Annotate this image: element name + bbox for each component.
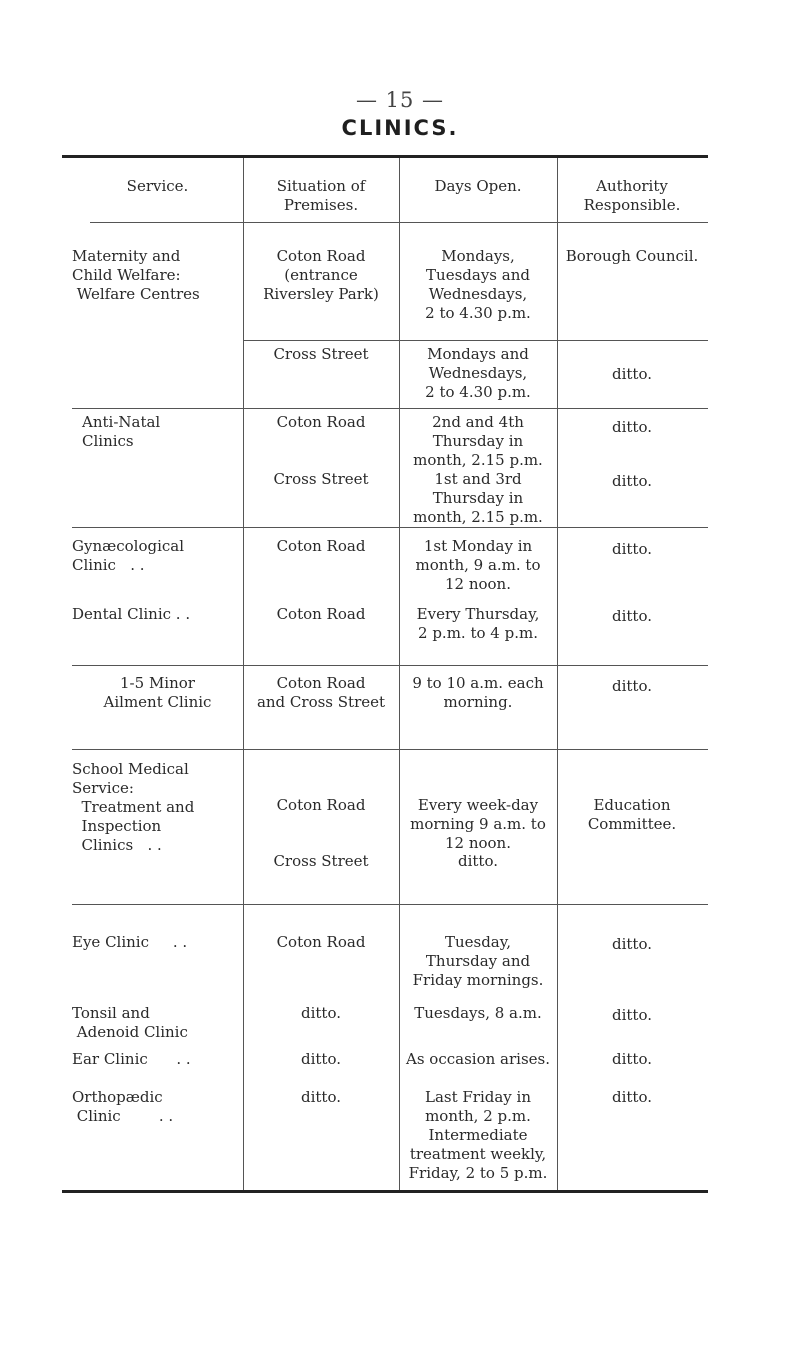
cell-premises: ditto. (301, 1004, 341, 1022)
cell-days: ditto. (458, 852, 498, 870)
cell-premises: Coton Road (276, 537, 366, 555)
cell-service: Eye Clinic . . (72, 933, 188, 951)
cell-days: Tuesday, Thursday and Friday mornings. (412, 933, 544, 989)
cell-premises: Cross Street (273, 470, 369, 488)
header-premises: Situation of Premises. (276, 177, 366, 214)
cell-authority: ditto. (612, 1088, 652, 1106)
page-title: CLINICS. (341, 116, 459, 140)
header-days-open: Days Open. (434, 177, 522, 195)
cell-authority: ditto. (612, 607, 652, 625)
cell-authority: ditto. (612, 472, 652, 490)
header-service: Service. (126, 177, 189, 195)
cell-days: Every Thursday, 2 p.m. to 4 p.m. (416, 605, 540, 642)
cell-authority: Education Committee. (587, 796, 677, 833)
cell-days: Mondays, Tuesdays and Wednesdays, 2 to 4.30 p.m. (425, 247, 531, 322)
cell-days: Every week-day morning 9 a.m. to 12 noon. (410, 796, 546, 852)
cell-days: 1st Monday in month, 9 a.m. to 12 noon. (415, 537, 541, 593)
cell-service: 1-5 Minor Ailment Clinic (103, 674, 212, 711)
cell-authority: ditto. (612, 935, 652, 953)
cell-service: School Medical Service: Treatment and Inspection Clinics . . (72, 760, 195, 854)
cell-premises: Coton Road and Cross Street (256, 674, 386, 711)
cell-authority: ditto. (612, 677, 652, 695)
column-divider (557, 158, 558, 1190)
page-number: — 15 — (355, 88, 445, 112)
row-divider (72, 408, 708, 409)
row-divider (72, 665, 708, 666)
row-divider (72, 527, 708, 528)
cell-days: 9 to 10 a.m. each morning. (412, 674, 544, 711)
cell-service: Ear Clinic . . (72, 1050, 191, 1068)
cell-days: Mondays and Wednesdays, 2 to 4.30 p.m. (425, 345, 531, 401)
cell-authority: Borough Council. (565, 247, 699, 265)
cell-authority: ditto. (612, 365, 652, 383)
cell-premises: Cross Street (273, 345, 369, 363)
cell-authority: ditto. (612, 1006, 652, 1024)
cell-service: Gynæcological Clinic . . (72, 537, 185, 574)
cell-service: Orthopædic Clinic . . (72, 1088, 174, 1125)
row-divider (72, 904, 708, 905)
cell-premises: Coton Road (276, 796, 366, 814)
cell-days: Last Friday in month, 2 p.m. Intermediate treatment weekly, Friday, 2 to 5 p.m. (408, 1088, 548, 1182)
cell-premises: Coton Road (276, 413, 366, 431)
cell-service: Anti-Natal Clinics (82, 413, 161, 450)
bottom-rule (62, 1190, 708, 1193)
cell-premises: ditto. (301, 1050, 341, 1068)
cell-service: Maternity and Child Welfare: Welfare Centres (72, 247, 200, 303)
row-divider (72, 749, 708, 750)
cell-service: Dental Clinic . . (72, 605, 191, 623)
cell-premises: Cross Street (273, 852, 369, 870)
cell-premises: Coton Road (276, 933, 366, 951)
row-divider (243, 340, 708, 341)
header-authority: Authority Responsible. (583, 177, 681, 214)
cell-authority: ditto. (612, 1050, 652, 1068)
cell-authority: ditto. (612, 540, 652, 558)
cell-days: 2nd and 4th Thursday in month, 2.15 p.m. 1st and 3rd Thursday in month, 2.15 p.m. (413, 413, 543, 526)
cell-service: Tonsil and Adenoid Clinic (72, 1004, 188, 1041)
cell-premises: ditto. (301, 1088, 341, 1106)
cell-premises: Coton Road (276, 605, 366, 623)
cell-authority: ditto. (612, 418, 652, 436)
cell-days: As occasion arises. (406, 1050, 550, 1068)
cell-premises: Coton Road (entrance Riversley Park) (263, 247, 379, 303)
cell-days: Tuesdays, 8 a.m. (414, 1004, 542, 1022)
top-rule (62, 155, 708, 158)
row-divider (90, 222, 708, 223)
